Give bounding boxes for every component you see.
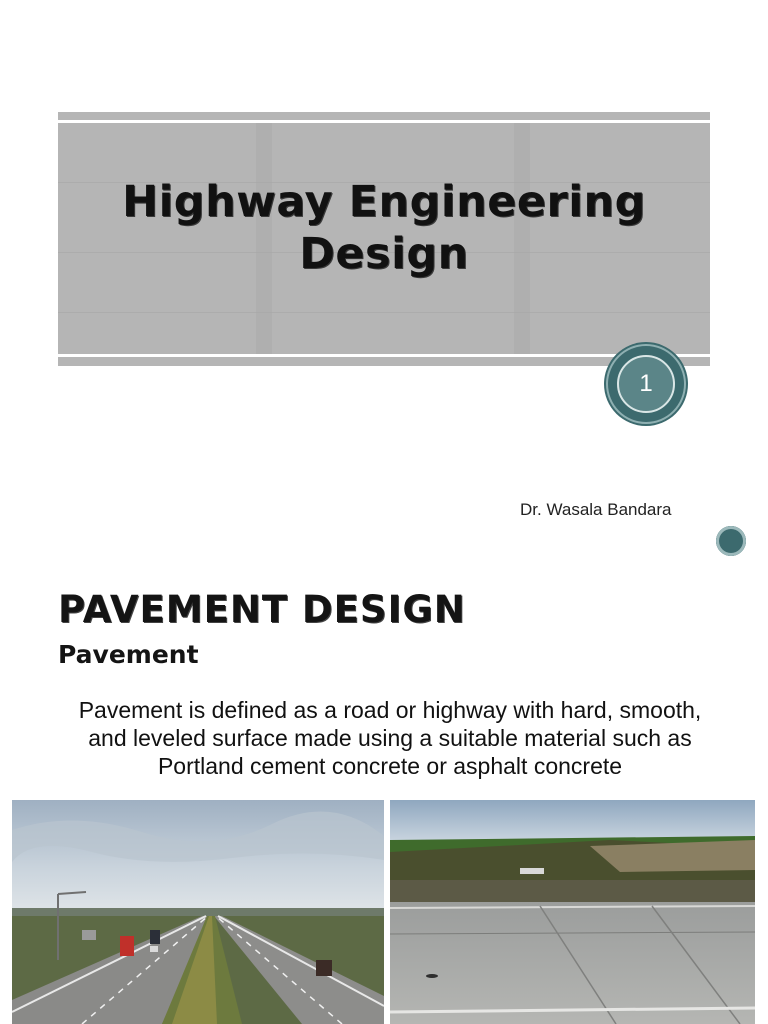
banner-top-rule (58, 120, 710, 123)
slide-title (58, 176, 710, 280)
definition-line: Pavement is defined as a road or highway with hard, smooth, (78, 697, 702, 723)
section-subheading: Pavement (58, 640, 199, 669)
slide-marker-icon (716, 526, 746, 556)
banner-bottom-rule (58, 354, 710, 357)
concrete-pavement-photo (390, 800, 755, 1024)
slide-title-line-1: Highway Engineering (122, 177, 646, 227)
definition-line: and leveled surface made using a suitable material such as (88, 725, 692, 751)
page-number: 1 (617, 355, 675, 413)
title-banner (58, 112, 710, 366)
definition-line: Portland cement concrete or asphalt concrete (157, 753, 623, 779)
author-name: Dr. Wasala Bandara (520, 500, 672, 519)
page-number-badge (608, 346, 684, 422)
slide-title-line-2: Design (299, 229, 469, 279)
highway-photo (12, 800, 384, 1024)
pavement-definition (30, 696, 750, 780)
section-heading: PAVEMENT DESIGN (58, 588, 466, 631)
